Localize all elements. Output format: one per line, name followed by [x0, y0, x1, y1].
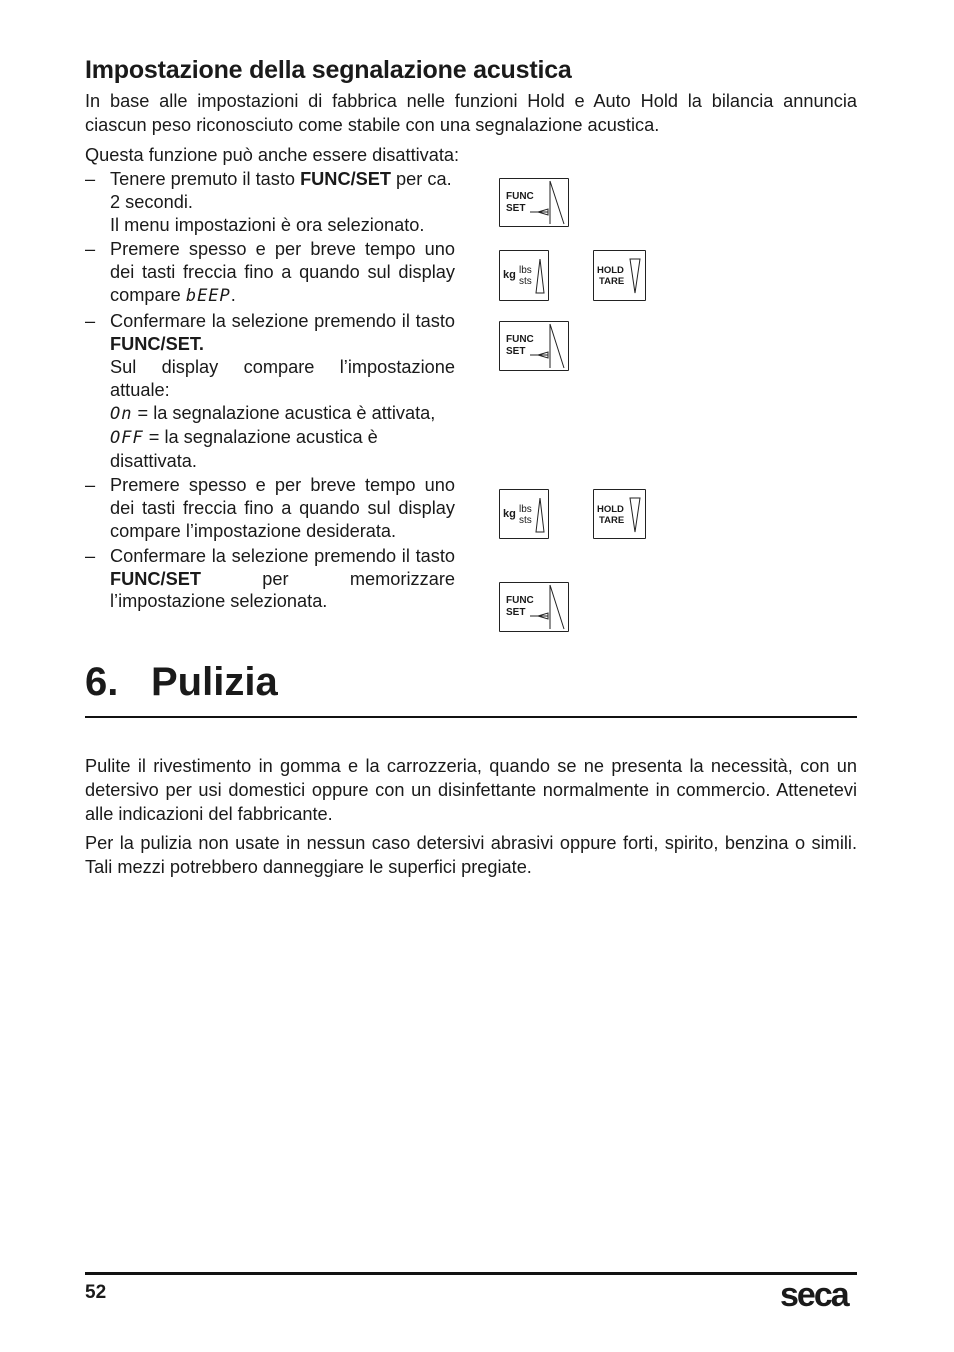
- step-4: [85, 474, 455, 542]
- step-1: [85, 168, 455, 236]
- lcd-beep: bEEP: [185, 285, 231, 306]
- func-set-key-icon: [499, 321, 569, 371]
- chapter-heading: [85, 660, 278, 705]
- step-5-key: FUNC/SET: [110, 568, 201, 589]
- step-5-after: per memorizzare l’impostazione selezionata.: [110, 568, 455, 612]
- footer-divider: [85, 1272, 857, 1275]
- step-3: [85, 310, 455, 473]
- step-5: [85, 545, 455, 613]
- set-label: SET: [506, 607, 526, 618]
- step-1-key: FUNC/SET: [300, 169, 391, 189]
- lcd-off: OFF: [110, 427, 144, 448]
- step-2-after: .: [230, 284, 236, 305]
- intro-paragraph: In base alle impostazioni di fabbrica nelle funzioni Hold e Auto Hold la bilancia annuncia ciascun peso riconosciuto come stabile con una segnalazione acustica.: [85, 91, 857, 135]
- lbs-label: lbs: [519, 504, 532, 515]
- seca-logo: seca: [780, 1276, 848, 1314]
- hold-tare-key-icon: [593, 489, 646, 539]
- kg-label: kg: [503, 269, 516, 281]
- section-heading: Impostazione della segnalazione acustica: [85, 56, 572, 84]
- step-1-text: Tenere premuto il tasto: [110, 169, 301, 189]
- intro-lead: Questa funzione può anche essere disattivata:: [85, 145, 460, 165]
- step-4-text: Premere spesso e per breve tempo uno dei tasti freccia fino a quando sul display compare l’impostazione desiderata.: [110, 475, 455, 541]
- lcd-on: On: [110, 403, 133, 424]
- func-label: FUNC: [506, 334, 534, 345]
- step-1-note: Il menu impostazioni è ora selezionato.: [110, 214, 425, 235]
- hold-label: HOLD: [597, 504, 624, 515]
- func-set-key-icon: [499, 582, 569, 632]
- cleaning-paragraph-2: Per la pulizia non usate in nessun caso detersivi abrasivi oppure forti, spirito, benzina o simili. Tali mezzi potrebbero danneggiare le superfici pregiate.: [85, 833, 857, 877]
- lbs-label: lbs: [519, 265, 532, 276]
- func-label: FUNC: [506, 191, 534, 202]
- step-3-off: [110, 426, 455, 473]
- hold-tare-key-icon: [593, 250, 646, 301]
- chapter-divider: [85, 716, 857, 718]
- sts-label: sts: [519, 276, 532, 287]
- step-5-text: Confermare la selezione premendo il tasto: [110, 545, 455, 566]
- page-number: 52: [85, 1282, 107, 1303]
- tare-label: TARE: [599, 515, 625, 526]
- step-2-text: Premere spesso e per breve tempo uno dei tasti freccia fino a quando sul display compare: [110, 239, 455, 305]
- off-desc: = la segnalazione acustica è disattivata.: [110, 426, 378, 471]
- step-3-text: Confermare la selezione premendo il tasto: [110, 310, 455, 331]
- kg-label: kg: [503, 508, 516, 520]
- func-label: FUNC: [506, 595, 534, 606]
- unit-key-icon: [499, 489, 549, 539]
- step-3-key: FUNC/SET.: [110, 333, 204, 354]
- on-desc: = la segnalazione acustica è attivata,: [132, 402, 436, 423]
- cleaning-paragraph-1: Pulite il rivestimento in gomma e la carrozzeria, quando se ne presenta la necessità, con un detersivo per usi domestici oppure con un disinfettante normalmente in commercio. Attenetevi alle indicazioni del fabbricante.: [85, 756, 857, 824]
- func-set-key-icon: [499, 178, 569, 227]
- unit-key-icon: [499, 250, 549, 301]
- chapter-title: Pulizia: [151, 660, 278, 704]
- sts-label: sts: [519, 515, 532, 526]
- step-1-after: per ca. 2 secondi.: [110, 169, 452, 212]
- hold-label: HOLD: [597, 265, 624, 276]
- steps-list: [85, 168, 455, 615]
- tare-label: TARE: [599, 276, 625, 287]
- step-3-note: Sul display compare l’impostazione attuale:: [110, 357, 455, 401]
- chapter-number: 6.: [85, 660, 119, 704]
- set-label: SET: [506, 203, 526, 214]
- step-2: [85, 238, 455, 307]
- set-label: SET: [506, 346, 526, 357]
- step-3-on: [110, 402, 455, 426]
